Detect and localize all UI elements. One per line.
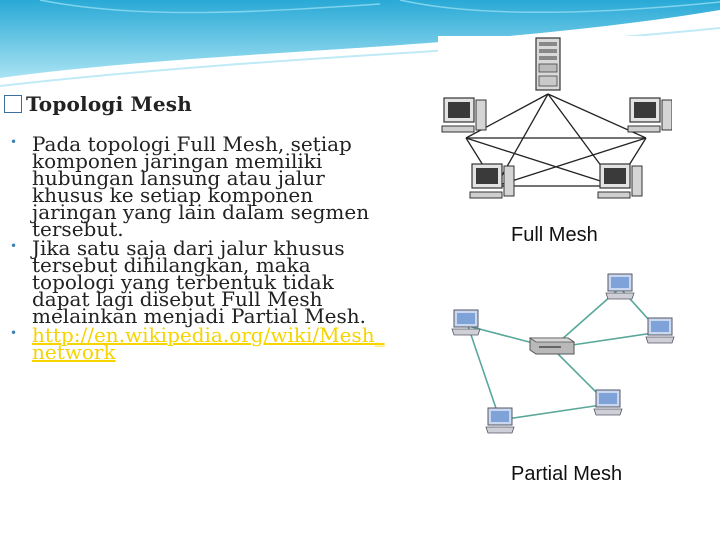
partial-mesh-figure (442, 268, 678, 444)
square-bullet-icon (4, 95, 22, 113)
partial-mesh-diagram (442, 268, 678, 444)
partial-mesh-caption: Partial Mesh (511, 463, 623, 485)
desktop-computer-icon (628, 98, 672, 132)
desktop-computer-icon (594, 390, 622, 415)
desktop-computer-icon (606, 274, 634, 299)
slide-body (10, 132, 390, 364)
dot-bullet-icon: • (10, 239, 18, 253)
desktop-computer-icon (598, 164, 642, 198)
desktop-computer-icon (486, 408, 514, 433)
desktop-computer-icon (646, 318, 674, 343)
desktop-computer-icon (442, 98, 486, 132)
dot-bullet-icon: • (10, 326, 18, 340)
wikipedia-link[interactable]: http://en.wikipedia.org/wiki/Mesh_network (32, 323, 385, 364)
slide-title: Topologi Mesh (26, 92, 192, 116)
bullet-item (10, 132, 390, 241)
desktop-computer-icon (452, 310, 480, 335)
bullet-item (10, 236, 390, 328)
server-tower-icon (536, 38, 560, 90)
bullet-text: Jika satu saja dari jalur khusus tersebut dihilangkan, maka topologi yang terbentuk tidak dapat lagi disebut Full Mesh melainkan menjadi Partial Mesh. (32, 236, 367, 328)
title-row (4, 92, 192, 116)
desktop-computer-icon (470, 164, 514, 198)
dot-bullet-icon: • (10, 135, 18, 149)
bullet-text: Pada topologi Full Mesh, setiap komponen jaringan memiliki hubungan lansung atau jalur khusus ke setiap komponen jaringan yang lain dalam segmen tersebut. (32, 132, 370, 241)
bullet-item (10, 323, 390, 364)
full-mesh-caption: Full Mesh (511, 224, 598, 246)
network-switch-icon (530, 338, 574, 354)
